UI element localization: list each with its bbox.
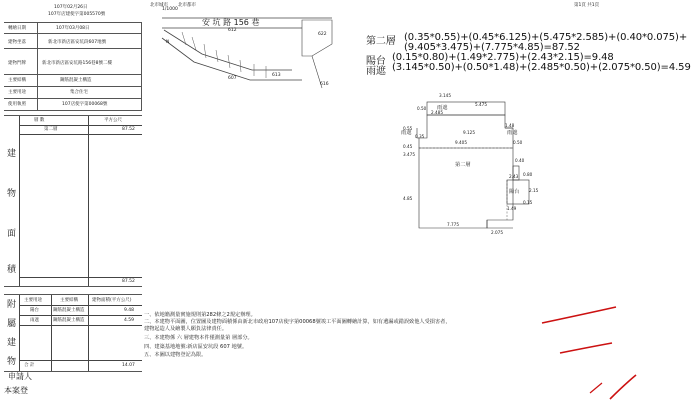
area-head-left: 層 數 — [34, 118, 45, 123]
lot-612: 612 — [228, 28, 237, 33]
dim-8: 9.405 — [455, 140, 467, 145]
plan-label-balcony: 陽台 — [509, 189, 520, 195]
plan-label-rain-left: 雨遮 — [401, 130, 412, 136]
dim-4: 9.125 — [463, 130, 475, 135]
left-form — [4, 2, 142, 400]
formula-text-0: (0.35*0.55)+(0.45*6.125)+(5.475*2.585)+(0.40*0.075)+ — [404, 32, 688, 43]
area-table — [4, 115, 142, 287]
dim-18: 7.775 — [447, 222, 459, 227]
note-1: 二、本建物平面圖，位置圖及建物面積係由新北市政府107店使字第00068號竣工平面圖轉繪計算，如有遺漏或錯誤致他人受損害者， — [144, 319, 451, 325]
dim-12: 0.40 — [515, 158, 525, 163]
floor-area: 87.52 — [122, 127, 135, 132]
sub-use-1: 雨遮 — [30, 318, 39, 323]
north-arrow: N — [166, 40, 170, 45]
location-map — [142, 0, 342, 92]
info-label-1: 建物坐落 — [8, 40, 26, 45]
sub-side-char-3: 物 — [7, 357, 17, 367]
plan-label-rain-top: 雨遮 — [437, 105, 448, 111]
subsidiary-table — [4, 294, 142, 372]
lot-607: 607 — [228, 76, 237, 81]
info-value-2: 新北市新店區安坑路156巷8號二樓 — [42, 61, 112, 66]
dim-9: 0.50 — [513, 140, 523, 145]
sub-side-char-1: 屬 — [7, 319, 17, 329]
info-label-0: 轉繪日期 — [8, 26, 26, 31]
date-line: 107年02月26日 — [54, 5, 88, 10]
lot-613: 613 — [272, 73, 281, 78]
dim-10: 3.475 — [403, 152, 415, 157]
info-value-3: 鋼筋混凝土構造 — [60, 78, 92, 83]
sub-side-char-2: 建 — [7, 338, 17, 348]
dim-5: 1.48 — [505, 123, 515, 128]
info-value-1: 新北市新店區安坑段607地號 — [48, 40, 107, 45]
applicant-label: 申請人 — [8, 372, 32, 381]
dim-15: 4.85 — [403, 196, 413, 201]
note-5: 五、本圖以建物登記為限。 — [144, 352, 207, 358]
sub-struct-0: 鋼筋混凝土構造 — [53, 308, 85, 313]
sub-side-char-0: 附 — [7, 300, 17, 310]
side-char-3: 積 — [7, 265, 17, 275]
plan-label-rain-right: 雨遮 — [507, 130, 518, 136]
dim-17: 0.15 — [523, 200, 533, 205]
dim-1: 5.475 — [475, 102, 487, 107]
info-table — [4, 22, 142, 113]
dim-3: 2.485 — [431, 110, 443, 115]
note-2: 建物起造人及繪製人願負法律責任。 — [144, 326, 228, 332]
doc-number: 107年店建使字第005570號 — [48, 12, 106, 17]
dim-2: 0.50 — [417, 106, 427, 111]
dim-13: 2.43 — [509, 174, 519, 179]
road-name: 安 坑 路 156 巷 — [202, 18, 260, 27]
floor-name: 第二層 — [44, 127, 58, 132]
plan-label-second-floor: 第二層 — [455, 162, 471, 168]
area-formulas — [340, 0, 691, 80]
info-label-3: 主要結構 — [8, 78, 26, 83]
sub-area-1: 4.59 — [124, 318, 135, 323]
sub-total: 14.07 — [122, 363, 135, 368]
info-value-5: 107店使字第00068號 — [62, 102, 108, 107]
dim-20: 2.075 — [491, 230, 503, 235]
dim-0: 3.145 — [439, 93, 451, 98]
lot-622: 622 — [318, 32, 327, 37]
side-char-0: 建 — [7, 149, 17, 159]
info-value-4: 集合住宅 — [70, 90, 88, 95]
side-char-2: 面 — [7, 229, 17, 239]
formula-text-3: (3.145*0.50)+(0.50*1.48)+(2.485*0.50)+(2.075*0.50)=4.59 — [392, 62, 691, 73]
registration-label: 本案登 — [4, 386, 28, 395]
lot-616: 616 — [320, 82, 329, 87]
map-scale: 1/1000 — [162, 7, 178, 12]
side-char-1: 物 — [7, 189, 17, 199]
formula-text-1: (9.405*3.475)+(7.775*4.85)=87.52 — [404, 42, 580, 53]
note-3: 三、本建物係 六 層建物本件僅測量第 層部分。 — [144, 335, 253, 341]
dim-19: 1.49 — [507, 206, 517, 211]
formula-text-2: (0.15*0.80)+(1.49*2.775)+(2.43*2.15)=9.48 — [392, 52, 614, 63]
sub-head-2: 建物面積(平方公尺) — [92, 298, 132, 303]
sub-use-0: 陽台 — [30, 308, 39, 313]
site-plan-svg — [142, 0, 342, 92]
area-head-right: 平方公尺 — [104, 118, 122, 123]
dim-7: 0.35 — [415, 134, 425, 139]
note-4: 四、建築基地地號:新店區安坑段 607 地號。 — [144, 344, 248, 350]
red-annotation-marks — [520, 295, 638, 400]
note-0: 一、依地籍測量實施規則第282條之2規定辦理。 — [144, 312, 256, 318]
dim-14: 2.15 — [529, 188, 539, 193]
map-small-left: 北市城市 — [150, 3, 168, 8]
map-small-mid: 北市都市 — [178, 3, 196, 8]
sub-head-0: 主要用途 — [24, 298, 42, 303]
area-total: 87.52 — [122, 279, 135, 284]
sub-area-0: 9.48 — [124, 308, 135, 313]
formula-label-2: 陽台 — [366, 56, 386, 67]
floor-plan — [395, 88, 540, 238]
info-value-0: 107年03月08日 — [56, 26, 90, 31]
info-label-5: 使用執照 — [8, 102, 26, 107]
info-label-4: 主要用途 — [8, 90, 26, 95]
page-number: 第1頁 共1頁 — [574, 3, 600, 8]
sub-total-label: 合 計 — [24, 363, 35, 368]
info-label-2: 建物門牌 — [8, 61, 26, 66]
dim-6: 0.55 — [403, 126, 413, 131]
sub-head-1: 主要結構 — [60, 298, 78, 303]
sub-struct-1: 鋼筋混凝土構造 — [53, 318, 85, 323]
formula-label-0: 第二層 — [366, 36, 396, 47]
dim-16: 0.80 — [523, 172, 533, 177]
dim-11: 0.45 — [403, 144, 413, 149]
formula-label-3: 雨遮 — [366, 66, 386, 77]
